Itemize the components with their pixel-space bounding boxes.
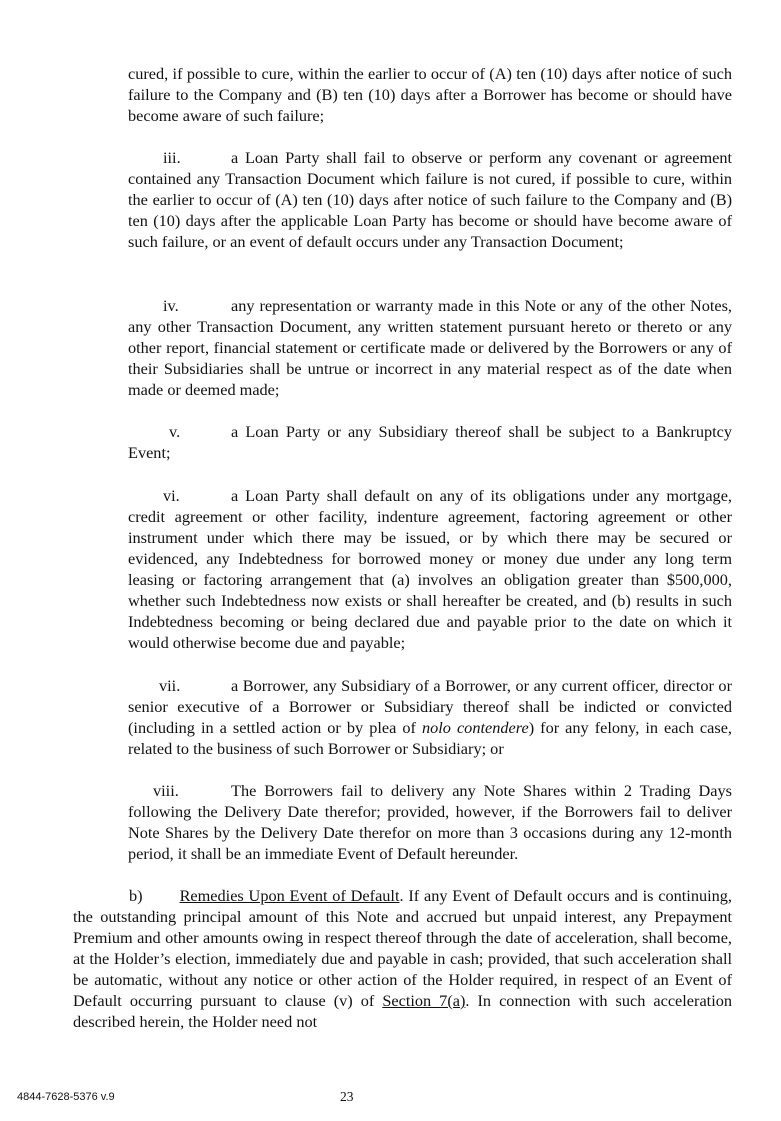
section-b-text: . If any Event of Default occurs and is continuing, the outstanding principal amount of this Note and accrued but unpaid interest, any Prepayment Premium and other amounts owing in respect thereof through the date of acceleration, shall become, at the Holder’s election, immediately due and payable in cash; provided, that such acceleration shall be automatic, without any notice or other action of the Holder required, in respect of an Event of Default occurring pursuant to clause (v) of: [73, 886, 732, 1010]
section-b-label: b): [129, 886, 143, 905]
clause-text-italic: nolo contendere: [421, 718, 529, 737]
clause-text: The Borrowers fail to delivery any Note Shares within 2 Trading Days following the Delivery Date therefor; provided, however, if the Borrowers fail to deliver Note Shares by the Delivery Date therefor on more than 3 occasions during any 12-month period, it shall be an immediate Event of Default hereunder.: [128, 781, 732, 863]
section-b-text: . In connection with such acceleration described herein, the Holder need not: [73, 991, 733, 1031]
clause-viii: [128, 780, 732, 864]
clause-number: iv.: [163, 296, 179, 315]
clause-number: v.: [169, 422, 181, 441]
clause-number: vii.: [159, 676, 181, 695]
clause-vii: [128, 675, 732, 759]
clause-iii: [128, 147, 732, 252]
clause-text: any representation or warranty made in this Note or any of the other Notes, any other Transaction Document, any written statement pursuant hereto or thereto or any other report, financial statement or certificate made or delivered by the Borrowers or any of their Subsidiaries shall be untrue or incorrect in any material respect as of the date when made or deemed made;: [128, 296, 732, 399]
clause-number: iii.: [163, 148, 181, 167]
clause-text: a Loan Party shall default on any of its obligations under any mortgage, credit agreement or other facility, indenture agreement, factoring agreement or other instrument under which there may be issued, or by which there may be secured or evidenced, any Indebtedness for borrowed money or money due under any long term leasing or factoring arrangement that (a) involves an obligation greater than $500,000, whether such Indebtedness now exists or shall hereafter be created, and (b) results in such Indebtedness becoming or being declared due and payable prior to the date on which it would otherwise become due and payable;: [128, 486, 732, 652]
clause-text: ) for any felony, in each case, related to the business of such Borrower or Subsidiary; or: [128, 718, 733, 758]
continuation-paragraph: [128, 63, 732, 126]
clause-vi: [128, 485, 732, 653]
section-reference-link: Section 7(a): [382, 991, 466, 1010]
section-b-heading: Remedies Upon Event of Default: [179, 886, 400, 905]
clause-text: a Borrower, any Subsidiary of a Borrower, or any current officer, director or senior executive of a Borrower or Subsidiary thereof shall be indicted or convicted (including in a settled action or by plea of: [128, 676, 732, 737]
continuation-text: cured, if possible to cure, within the earlier to occur of (A) ten (10) days after notice of such failure to the Company and (B) ten (10) days after a Borrower has become or should have become aware of such failure;: [128, 64, 732, 125]
document-id: 4844-7628-5376 v.9: [17, 1091, 115, 1103]
page-number: 23: [340, 1089, 354, 1104]
clause-text: a Loan Party shall fail to observe or perform any covenant or agreement contained any Transaction Document which failure is not cured, if possible to cure, within the earlier to occur of (A) ten (10) days after notice of such failure to the Company and (B) ten (10) days after the applicable Loan Party has become or should have become aware of such failure, or an event of default occurs under any Transaction Document;: [128, 148, 732, 251]
clause-text: a Loan Party or any Subsidiary thereof shall be subject to a Bankruptcy Event;: [128, 422, 732, 462]
section-b-paragraph: [73, 885, 732, 1032]
clause-v: [128, 421, 732, 463]
clause-iv: [128, 295, 732, 400]
clause-number: viii.: [153, 781, 179, 800]
clause-number: vi.: [163, 486, 180, 505]
